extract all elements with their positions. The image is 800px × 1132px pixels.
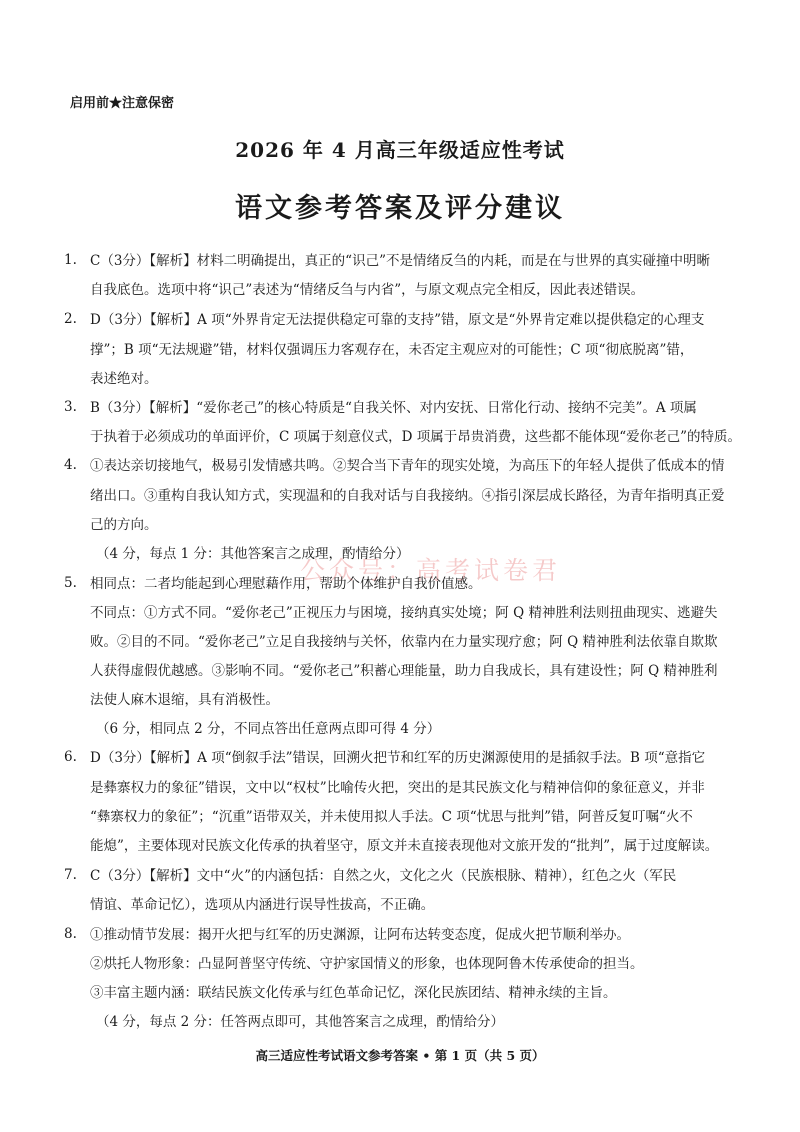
answer-line: ②烘托人物形象：凸显阿普坚守传统、守护家国情义的形象，也体现阿鲁木传承使命的担当。 [90, 956, 644, 972]
answer-line: D（3分）【解析】A 项“倒叙手法”错误，回溯火把节和红军的历史渊源使用的是插叙手法。B 项“意指它 [90, 750, 706, 766]
item-number: 2. [64, 311, 77, 327]
answer-line: 己的方向。 [90, 517, 158, 533]
answer-line: B（3分）【解析】“爱你老己”的核心特质是“自我关怀、对内安抚、日常化行动、接纳不完美”。A 项属 [90, 400, 697, 416]
item-number: 1. [64, 252, 77, 268]
answer-line: 能熄”，主要体现对民族文化传承的执着坚守，原文并未直接表现他对文旅开发的“批判”，属于过度解读。 [90, 838, 719, 854]
document-title: 语文参考答案及评分建议 [235, 193, 565, 224]
item-number: 4. [64, 457, 77, 473]
item-number: 3. [64, 399, 77, 415]
scoring-note: （4 分，每点 2 分：任答两点即可，其他答案言之成理，酌情给分） [96, 1014, 505, 1030]
answer-line: 是彝寨权力的象征”错误，文中以“权杖”比喻传火把，突出的是其民族文化与精神信仰的象征意义，并非 [90, 780, 705, 796]
watermark: 公众号：高考试卷君 [300, 556, 562, 585]
confidential-label: 启用前★注意保密 [70, 96, 175, 111]
scoring-note: （6 分，相同点 2 分，不同点答出任意两点即可得 4 分） [96, 721, 441, 737]
answer-line: 法使人麻木退缩，具有消极性。 [90, 692, 279, 708]
exam-title: 2026 年 4 月高三年级适应性考试 [235, 138, 565, 162]
answer-line: 相同点：二者均能起到心理慰藉作用，帮助个体维护自我价值感。 [90, 576, 482, 592]
answer-line: 不同点：①方式不同。“爱你老己”正视压力与困境，接纳真实处境；阿 Q 精神胜利法则扭曲现实、逃避失 [90, 605, 718, 621]
answer-line: ③丰富主题内涵：联结民族文化传承与红色革命记忆，深化民族团结、精神永续的主旨。 [90, 985, 617, 1001]
item-number: 5. [64, 575, 77, 591]
answer-line: 撑”；B 项“无法规避”错，材料仅强调压力客观存在，未否定主观应对的可能性；C 项“彻底脱离”错， [90, 342, 694, 358]
item-number: 6. [64, 749, 77, 765]
answer-line: 败。②目的不同。“爱你老己”立足自我接纳与关怀，依靠内在力量实现疗愈；阿 Q 精神胜利法依靠自欺欺 [90, 634, 718, 650]
scoring-note: （4 分，每点 1 分：其他答案言之成理，酌情给分） [96, 546, 410, 562]
answer-line: “彝寨权力的象征”；“沉重”语带双关，并未使用拟人手法。C 项“忧思与批判”错，阿普反复叮嘱“火不 [90, 809, 693, 825]
answer-line: D（3分）【解析】A 项“外界肯定无法提供稳定可靠的支持”错，原文是“外界肯定难以提供稳定的心理支 [90, 312, 705, 328]
answer-line: 情谊、革命记忆），选项从内涵进行误导性拔高，不正确。 [90, 897, 435, 913]
answer-line: 于执着于必须成功的单面评价，C 项属于刻意仪式，D 项属于昂贵消费，这些都不能体现“爱你老己”的特质。 [90, 429, 742, 445]
item-number: 7. [64, 867, 77, 883]
answer-line: 绪出口。③重构自我认知方式，实现温和的自我对话与自我接纳。④指引深层成长路径，为青年指明真正爱 [90, 488, 725, 504]
answer-line: 表述绝对。 [90, 371, 158, 387]
answer-line: ①表达亲切接地气，极易引发情感共鸣。②契合当下青年的现实处境，为高压下的年轻人提供了低成本的情 [90, 458, 725, 474]
page-footer: 高三适应性考试语文参考答案 • 第 1 页（共 5 页） [255, 1048, 545, 1063]
answer-line: ①推动情节发展：揭开火把与红军的历史渊源，让阿布达转变态度，促成火把节顺利举办。 [90, 927, 630, 943]
item-number: 8. [64, 926, 77, 942]
answer-line: 人获得虚假优越感。③影响不同。“爱你老己”积蓄心理能量，助力自我成长，具有建设性；阿 Q 精神胜利 [90, 663, 718, 679]
answer-line: 自我底色。选项中将“识己”表述为“情绪反刍与内省”，与原文观点完全相反，因此表述错误。 [90, 282, 645, 298]
answer-line: C（3分）【解析】文中“火”的内涵包括：自然之火，文化之火（民族根脉、精神），红色之火（军民 [90, 868, 677, 884]
answer-line: C（3分）【解析】材料二明确提出，真正的“识己”不是情绪反刍的内耗，而是在与世界的真实碰撞中明晰 [90, 253, 710, 269]
